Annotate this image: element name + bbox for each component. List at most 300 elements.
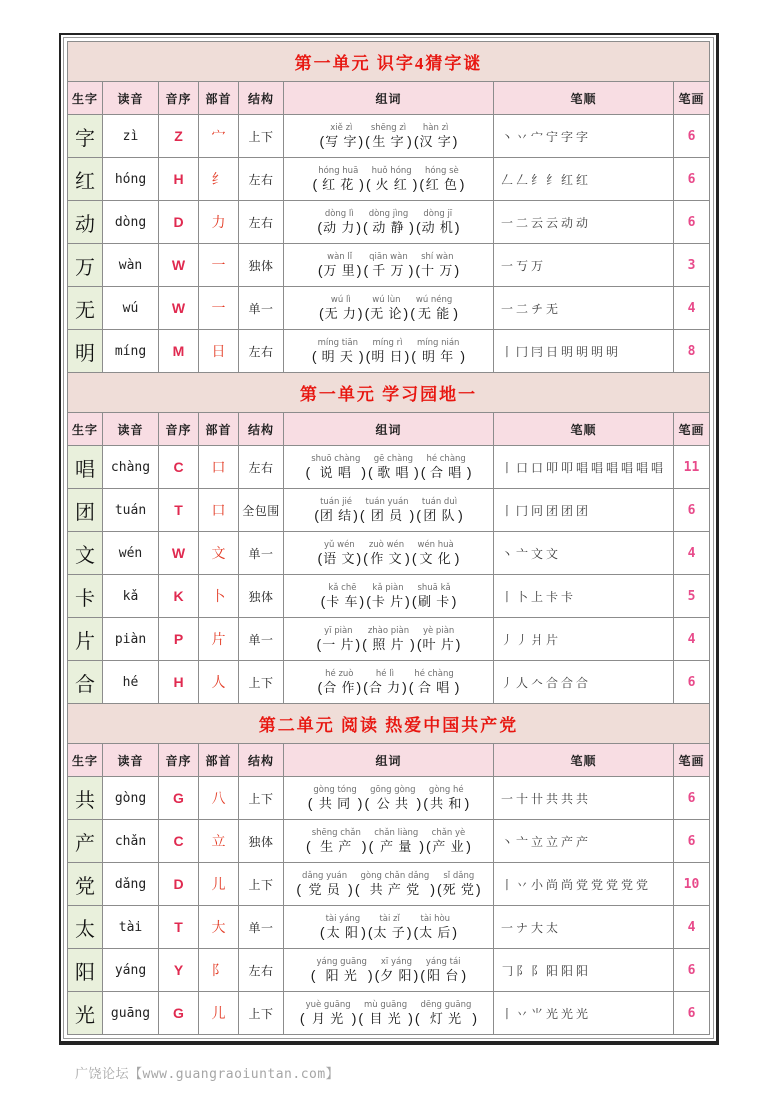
word-stack	[428, 785, 465, 811]
word-stack	[360, 871, 431, 897]
pronunciation-cell: chàng	[103, 446, 159, 489]
paren-open: (	[363, 679, 368, 696]
paren-open: (	[420, 967, 425, 984]
word-group	[306, 828, 367, 854]
word-pinyin: shēng zì	[370, 122, 407, 133]
word-text: 阳 光	[325, 967, 358, 983]
word-pinyin: gòng chǎn dǎng	[360, 870, 430, 881]
word-pinyin: gòng hé	[428, 784, 464, 795]
paren-close: )	[356, 679, 362, 696]
word-pinyin: yī piàn	[324, 625, 353, 636]
column-header-pronunciation: 读音	[103, 744, 159, 777]
word-text: 动 静	[372, 219, 405, 235]
paren-close: )	[455, 636, 461, 653]
pronunciation-cell: gòng	[103, 777, 159, 820]
radical-cell: 人	[199, 661, 239, 704]
word-stack	[415, 295, 453, 321]
paren-open: (	[419, 176, 425, 193]
word-stack	[371, 166, 413, 192]
stroke-order-cell: 丨丷小尚尚党党党党党	[494, 863, 674, 906]
word-stack	[310, 454, 361, 480]
word-stack	[419, 123, 453, 149]
word-pinyin: chǎn liàng	[374, 827, 419, 838]
word-stack	[317, 338, 359, 364]
word-text: 作 文	[370, 550, 403, 566]
paren-open: (	[299, 1010, 305, 1027]
new-character-cell: 团	[68, 489, 103, 532]
word-text: 汉 字	[419, 133, 452, 149]
word-stack	[322, 209, 356, 235]
word-group	[419, 166, 464, 192]
paren-close: )	[356, 550, 362, 567]
structure-cell: 独体	[239, 820, 284, 863]
paren-close: )	[451, 593, 457, 610]
word-stack	[425, 957, 462, 983]
structure-cell: 上下	[239, 777, 284, 820]
alphabetical-order-cell: D	[159, 201, 199, 244]
paren-close: )	[416, 795, 422, 812]
word-stack	[305, 1000, 352, 1026]
stroke-order-cell: 丨冂冋团团团	[494, 489, 674, 532]
word-groups-cell	[284, 115, 494, 158]
stroke-count-cell: 3	[674, 244, 710, 287]
column-header-alphabetical-order: 音序	[159, 413, 199, 446]
radical-cell: 日	[199, 330, 239, 373]
structure-cell: 独体	[239, 244, 284, 287]
paren-open: (	[317, 550, 323, 567]
word-groups-cell	[284, 863, 494, 906]
new-character-cell: 文	[68, 532, 103, 575]
word-pinyin: kǎ chē	[328, 582, 357, 593]
word-stack	[373, 914, 407, 940]
vocab-table	[59, 33, 719, 1045]
word-text: 语 文	[323, 550, 356, 566]
word-groups-cell	[284, 777, 494, 820]
paren-open: (	[415, 219, 421, 236]
paren-open: (	[415, 262, 421, 279]
word-text: 明 年	[422, 348, 455, 364]
word-text: 合 力	[368, 679, 402, 695]
radical-cell: 阝	[199, 949, 239, 992]
word-text: 叶 片	[422, 636, 455, 652]
structure-cell: 上下	[239, 863, 284, 906]
stroke-order-cell: 丶亠文文	[494, 532, 674, 575]
paren-close: )	[413, 967, 419, 984]
stroke-count-cell: 4	[674, 906, 710, 949]
word-stack	[301, 871, 348, 897]
word-stack	[369, 295, 403, 321]
word-text: 产 量	[380, 838, 413, 854]
alphabetical-order-cell: C	[159, 446, 199, 489]
pronunciation-cell: kǎ	[103, 575, 159, 618]
paren-close: )	[454, 219, 460, 236]
paren-open: (	[316, 636, 322, 653]
word-text: 千 万	[372, 262, 405, 278]
paren-close: )	[367, 967, 373, 984]
structure-cell: 左右	[239, 330, 284, 373]
word-text: 共 产 党	[369, 881, 421, 897]
alphabetical-order-cell: M	[159, 330, 199, 373]
paren-open: (	[411, 550, 417, 567]
pronunciation-cell: zì	[103, 115, 159, 158]
word-text: 团 员	[370, 507, 404, 523]
word-stack	[370, 123, 407, 149]
word-group	[369, 828, 424, 854]
word-pinyin: míng nián	[416, 337, 460, 348]
paren-open: (	[411, 593, 417, 610]
word-pinyin: kǎ piàn	[372, 582, 404, 593]
word-group	[411, 338, 465, 364]
paren-close: )	[348, 881, 353, 898]
radical-cell: 宀	[199, 115, 239, 158]
new-character-cell: 卡	[68, 575, 103, 618]
structure-cell: 上下	[239, 992, 284, 1035]
paren-close: )	[454, 550, 460, 567]
paren-open: (	[416, 636, 422, 653]
pronunciation-cell: piàn	[103, 618, 159, 661]
word-stack	[416, 338, 460, 364]
paren-open: (	[314, 507, 319, 524]
word-stack	[373, 828, 419, 854]
stroke-order-cell: 丨冂冃日明明明明	[494, 330, 674, 373]
word-stack	[416, 583, 451, 609]
word-stack	[319, 497, 353, 523]
new-character-cell: 阳	[68, 949, 103, 992]
paren-open: (	[413, 924, 419, 941]
word-group	[365, 123, 412, 149]
pronunciation-cell: wàn	[103, 244, 159, 287]
word-group	[318, 540, 362, 566]
word-group	[414, 123, 458, 149]
paren-open: (	[437, 881, 442, 898]
pronunciation-cell: wú	[103, 287, 159, 330]
paren-open: (	[364, 305, 370, 322]
structure-cell: 上下	[239, 661, 284, 704]
new-character-cell: 动	[68, 201, 103, 244]
word-group	[437, 871, 481, 897]
word-stack	[311, 828, 362, 854]
word-group	[319, 295, 363, 321]
word-group	[360, 497, 414, 523]
radical-cell: 卜	[199, 575, 239, 618]
word-group	[321, 583, 365, 609]
word-groups-cell	[284, 949, 494, 992]
alphabetical-order-cell: G	[159, 777, 199, 820]
word-text: 火 红	[375, 176, 408, 192]
word-text: 太 后	[419, 924, 452, 940]
stroke-order-cell: 丿丿爿片	[494, 618, 674, 661]
word-text: 无 力	[324, 305, 357, 321]
paren-close: )	[408, 262, 414, 279]
paren-open: (	[320, 593, 326, 610]
paren-close: )	[452, 924, 458, 941]
word-group	[318, 252, 362, 278]
word-pinyin: wú néng	[415, 294, 453, 305]
paren-open: (	[423, 795, 428, 812]
word-text: 写 字	[325, 133, 358, 149]
unit-section	[67, 373, 710, 704]
paren-close: )	[408, 1010, 413, 1027]
paren-close: )	[412, 176, 418, 193]
new-character-cell: 片	[68, 618, 103, 661]
paren-close: )	[404, 348, 410, 365]
word-pinyin: tài zǐ	[379, 913, 400, 924]
word-stack	[420, 1000, 473, 1026]
new-character-cell: 红	[68, 158, 103, 201]
paren-close: )	[419, 838, 424, 855]
word-group	[412, 540, 460, 566]
word-text: 生 产	[320, 838, 353, 854]
column-header-word-groups: 组词	[284, 413, 494, 446]
structure-cell: 单一	[239, 287, 284, 330]
column-header-stroke-order: 笔顺	[494, 744, 674, 777]
section-title: 第一单元 学习园地一	[68, 373, 710, 413]
paren-close: )	[356, 262, 362, 279]
alphabetical-order-cell: D	[159, 863, 199, 906]
paren-close: )	[357, 305, 363, 322]
word-pinyin: tài hòu	[420, 913, 451, 924]
vocab-table-body	[63, 37, 714, 1039]
word-text: 共 和	[430, 795, 463, 811]
word-text: 产 业	[432, 838, 465, 854]
word-text: 太 阳	[326, 924, 360, 940]
paren-close: )	[357, 795, 363, 812]
paren-close: )	[405, 550, 410, 567]
word-stack	[324, 123, 358, 149]
word-text: 党 员	[308, 881, 341, 897]
word-pinyin: gòng tóng	[313, 784, 357, 795]
stroke-count-cell: 6	[674, 777, 710, 820]
word-pinyin: yáng tái	[425, 956, 461, 967]
word-pinyin: dòng jìng	[368, 208, 409, 219]
word-group	[416, 209, 460, 235]
word-stack	[315, 957, 368, 983]
paren-open: (	[318, 305, 324, 322]
stroke-order-cell: 一十卄共共共	[494, 777, 674, 820]
paren-open: (	[363, 550, 368, 567]
word-group	[318, 669, 362, 695]
paren-open: (	[365, 348, 371, 365]
word-group	[426, 828, 471, 854]
word-stack	[312, 785, 357, 811]
unit-section	[67, 41, 710, 373]
word-group	[314, 497, 358, 523]
paren-close: )	[358, 133, 364, 150]
word-text: 卡 车	[326, 593, 359, 609]
paren-open: (	[364, 795, 370, 812]
word-pinyin: míng tiān	[317, 337, 358, 348]
radical-cell: 儿	[199, 863, 239, 906]
structure-cell: 单一	[239, 906, 284, 949]
word-group	[366, 166, 417, 192]
word-groups-cell	[284, 575, 494, 618]
new-character-cell: 太	[68, 906, 103, 949]
column-header-word-groups: 组词	[284, 82, 494, 115]
new-character-cell: 唱	[68, 446, 103, 489]
column-header-pronunciation: 读音	[103, 82, 159, 115]
word-text: 十 万	[421, 262, 454, 278]
word-pinyin: yǔ wén	[324, 539, 355, 550]
word-stack	[420, 252, 454, 278]
word-pinyin: hóng sè	[425, 165, 459, 176]
radical-cell: 口	[199, 489, 239, 532]
alphabetical-order-cell: G	[159, 992, 199, 1035]
word-text: 刷 卡	[417, 593, 451, 609]
paren-close: )	[475, 881, 481, 898]
paren-close: )	[402, 679, 407, 696]
paren-close: )	[405, 593, 410, 610]
stroke-count-cell: 6	[674, 201, 710, 244]
word-group	[415, 252, 459, 278]
new-character-cell: 产	[68, 820, 103, 863]
word-group	[413, 914, 457, 940]
paren-open: (	[317, 262, 323, 279]
word-stack	[413, 669, 454, 695]
paren-open: (	[365, 176, 371, 193]
stroke-count-cell: 8	[674, 330, 710, 373]
paren-open: (	[410, 305, 415, 322]
stroke-order-cell: 𠃌阝阝阳阳阳	[494, 949, 674, 992]
word-pinyin: tuán yuán	[365, 496, 409, 507]
paren-close: )	[409, 219, 414, 236]
new-character-cell: 合	[68, 661, 103, 704]
alphabetical-order-cell: H	[159, 661, 199, 704]
stroke-count-cell: 6	[674, 489, 710, 532]
word-pinyin: zhào piàn	[367, 625, 410, 636]
paren-open: (	[317, 219, 323, 236]
paren-open: (	[368, 464, 373, 481]
radical-cell: 文	[199, 532, 239, 575]
word-text: 目 光	[369, 1010, 402, 1026]
word-text: 共 同	[318, 795, 352, 811]
column-header-radical: 部首	[199, 82, 239, 115]
word-groups-cell	[284, 158, 494, 201]
word-stack	[324, 295, 358, 321]
word-stack	[417, 540, 455, 566]
stroke-count-cell: 6	[674, 115, 710, 158]
word-stack	[368, 540, 405, 566]
stroke-order-cell: 丨丷⺌光光光	[494, 992, 674, 1035]
pronunciation-cell: míng	[103, 330, 159, 373]
word-pinyin: hé lì	[375, 668, 394, 679]
word-group	[366, 583, 410, 609]
column-header-stroke-count: 笔画	[674, 744, 710, 777]
stroke-count-cell: 6	[674, 949, 710, 992]
word-text: 合 作	[323, 679, 356, 695]
structure-cell: 全包围	[239, 489, 284, 532]
word-group	[416, 497, 463, 523]
structure-cell: 单一	[239, 532, 284, 575]
paren-open: (	[362, 636, 367, 653]
pronunciation-cell: hé	[103, 661, 159, 704]
word-group	[366, 338, 410, 364]
word-text: 公 共	[376, 795, 409, 811]
column-header-alphabetical-order: 音序	[159, 744, 199, 777]
paren-close: )	[414, 464, 419, 481]
word-pinyin: shuā kǎ	[417, 582, 451, 593]
word-group	[312, 338, 364, 364]
paren-open: (	[368, 838, 374, 855]
word-pinyin: wú lì	[330, 294, 351, 305]
structure-cell: 左右	[239, 158, 284, 201]
word-pinyin: shí wàn	[421, 251, 454, 262]
paren-open: (	[312, 176, 318, 193]
paren-close: )	[409, 507, 415, 524]
alphabetical-order-cell: T	[159, 489, 199, 532]
word-text: 文 化	[419, 550, 452, 566]
word-groups-cell	[284, 618, 494, 661]
word-group	[420, 957, 466, 983]
paren-open: (	[416, 507, 421, 524]
column-header-stroke-count: 笔画	[674, 413, 710, 446]
column-header-new-character: 生字	[68, 82, 103, 115]
word-stack	[363, 1000, 408, 1026]
word-groups-cell	[284, 532, 494, 575]
column-header-alphabetical-order: 音序	[159, 82, 199, 115]
stroke-order-cell: 丶丷宀宁字字	[494, 115, 674, 158]
word-groups-cell	[284, 906, 494, 949]
paren-open: (	[319, 924, 325, 941]
paren-close: )	[466, 838, 471, 855]
word-pinyin: hé chàng	[426, 453, 466, 464]
radical-cell: 儿	[199, 992, 239, 1035]
word-stack	[367, 626, 410, 652]
column-header-structure: 结构	[239, 413, 284, 446]
column-header-stroke-order: 笔顺	[494, 82, 674, 115]
paren-open: (	[307, 795, 313, 812]
stroke-order-cell: 丨口口叩叩唱唱唱唱唱唱	[494, 446, 674, 489]
section-title: 第一单元 识字4猜字谜	[68, 42, 710, 82]
stroke-count-cell: 5	[674, 575, 710, 618]
word-stack	[368, 669, 402, 695]
word-pinyin: qiān wàn	[369, 251, 408, 262]
word-text: 生 字	[372, 133, 405, 149]
word-stack	[322, 669, 356, 695]
alphabetical-order-cell: H	[159, 158, 199, 201]
word-text: 合 唱	[429, 464, 463, 480]
word-pinyin: xiě zì	[330, 122, 353, 133]
stroke-order-cell: 一丂万	[494, 244, 674, 287]
column-header-new-character: 生字	[68, 413, 103, 446]
column-header-structure: 结构	[239, 744, 284, 777]
stroke-count-cell: 4	[674, 287, 710, 330]
new-character-cell: 字	[68, 115, 103, 158]
paren-close: )	[361, 838, 367, 855]
paren-open: (	[311, 348, 317, 365]
word-stack	[323, 252, 357, 278]
word-stack	[379, 957, 413, 983]
word-group	[296, 871, 352, 897]
word-text: 红 色	[425, 176, 459, 192]
paren-open: (	[414, 1010, 420, 1027]
word-text: 夕 阳	[380, 967, 413, 983]
word-group	[311, 957, 373, 983]
word-group	[308, 785, 363, 811]
paren-close: )	[453, 305, 458, 322]
word-group	[358, 1000, 413, 1026]
stroke-count-cell: 6	[674, 992, 710, 1035]
word-group	[364, 785, 421, 811]
paren-close: )	[361, 924, 366, 941]
stroke-order-cell: 丶亠立立产产	[494, 820, 674, 863]
paren-close: )	[359, 176, 364, 193]
alphabetical-order-cell: Y	[159, 949, 199, 992]
paren-open: (	[310, 967, 316, 984]
word-pinyin: dēng guāng	[420, 999, 472, 1010]
word-pinyin: yuè guāng	[305, 999, 351, 1010]
word-pinyin: shuō chàng	[311, 453, 361, 464]
word-group	[355, 871, 435, 897]
